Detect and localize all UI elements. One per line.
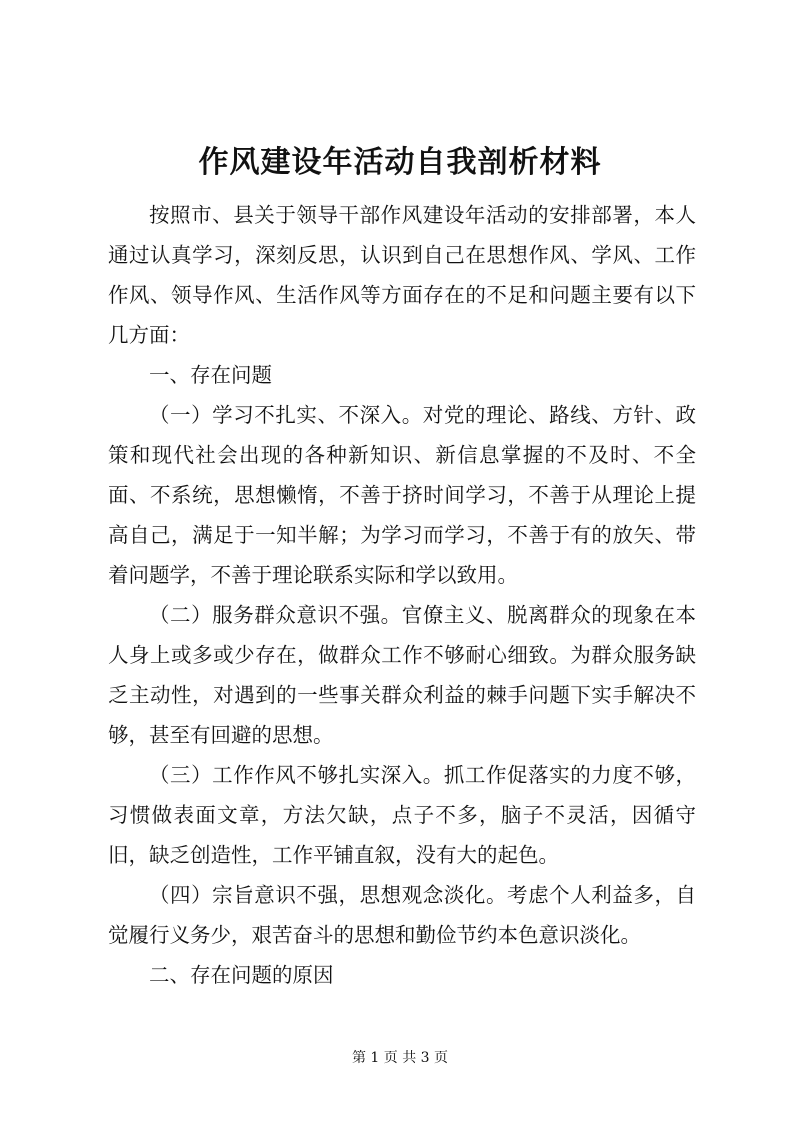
paragraph-problem-4: （四）宗旨意识不强，思想观念淡化。考虑个人利益多，自觉履行义务少，艰苦奋斗的思想和勤俭节约本色意识淡化。 — [108, 883, 696, 947]
paragraph-intro: 按照市、县关于领导干部作风建设年活动的安排部署，本人通过认真学习，深刻反思，认识到自己在思想作风、学风、工作作风、领导作风、生活作风等方面存在的不足和问题主要有以下几方面： — [108, 203, 696, 347]
section-heading-causes: 二、存在问题的原因 — [149, 963, 334, 987]
page-footer: 第 1 页 共 3 页 — [351, 1050, 449, 1066]
document-title: 作风建设年活动自我剖析材料 — [198, 145, 602, 180]
paragraph-problem-3: （三）工作作风不够扎实深入。抓工作促落实的力度不够，习惯做表面文章，方法欠缺，点子不多，脑子不灵活，因循守旧，缺乏创造性，工作平铺直叙，没有大的起色。 — [108, 763, 696, 867]
section-heading-problems: 一、存在问题 — [149, 363, 272, 387]
paragraph-problem-1: （一）学习不扎实、不深入。对党的理论、路线、方针、政策和现代社会出现的各种新知识、新信息掌握的不及时、不全面、不系统，思想懒惰，不善于挤时间学习，不善于从理论上提高自己，满足于一知半解；为学习而学习，不善于有的放矢、带着问题学，不善于理论联系实际和学以致用。 — [108, 403, 696, 587]
document-body — [108, 195, 696, 995]
paragraph-problem-2: （二）服务群众意识不强。官僚主义、脱离群众的现象在本人身上或多或少存在，做群众工作不够耐心细致。为群众服务缺乏主动性，对遇到的一些事关群众利益的棘手问题下实手解决不够，甚至有回避的思想。 — [108, 603, 696, 747]
